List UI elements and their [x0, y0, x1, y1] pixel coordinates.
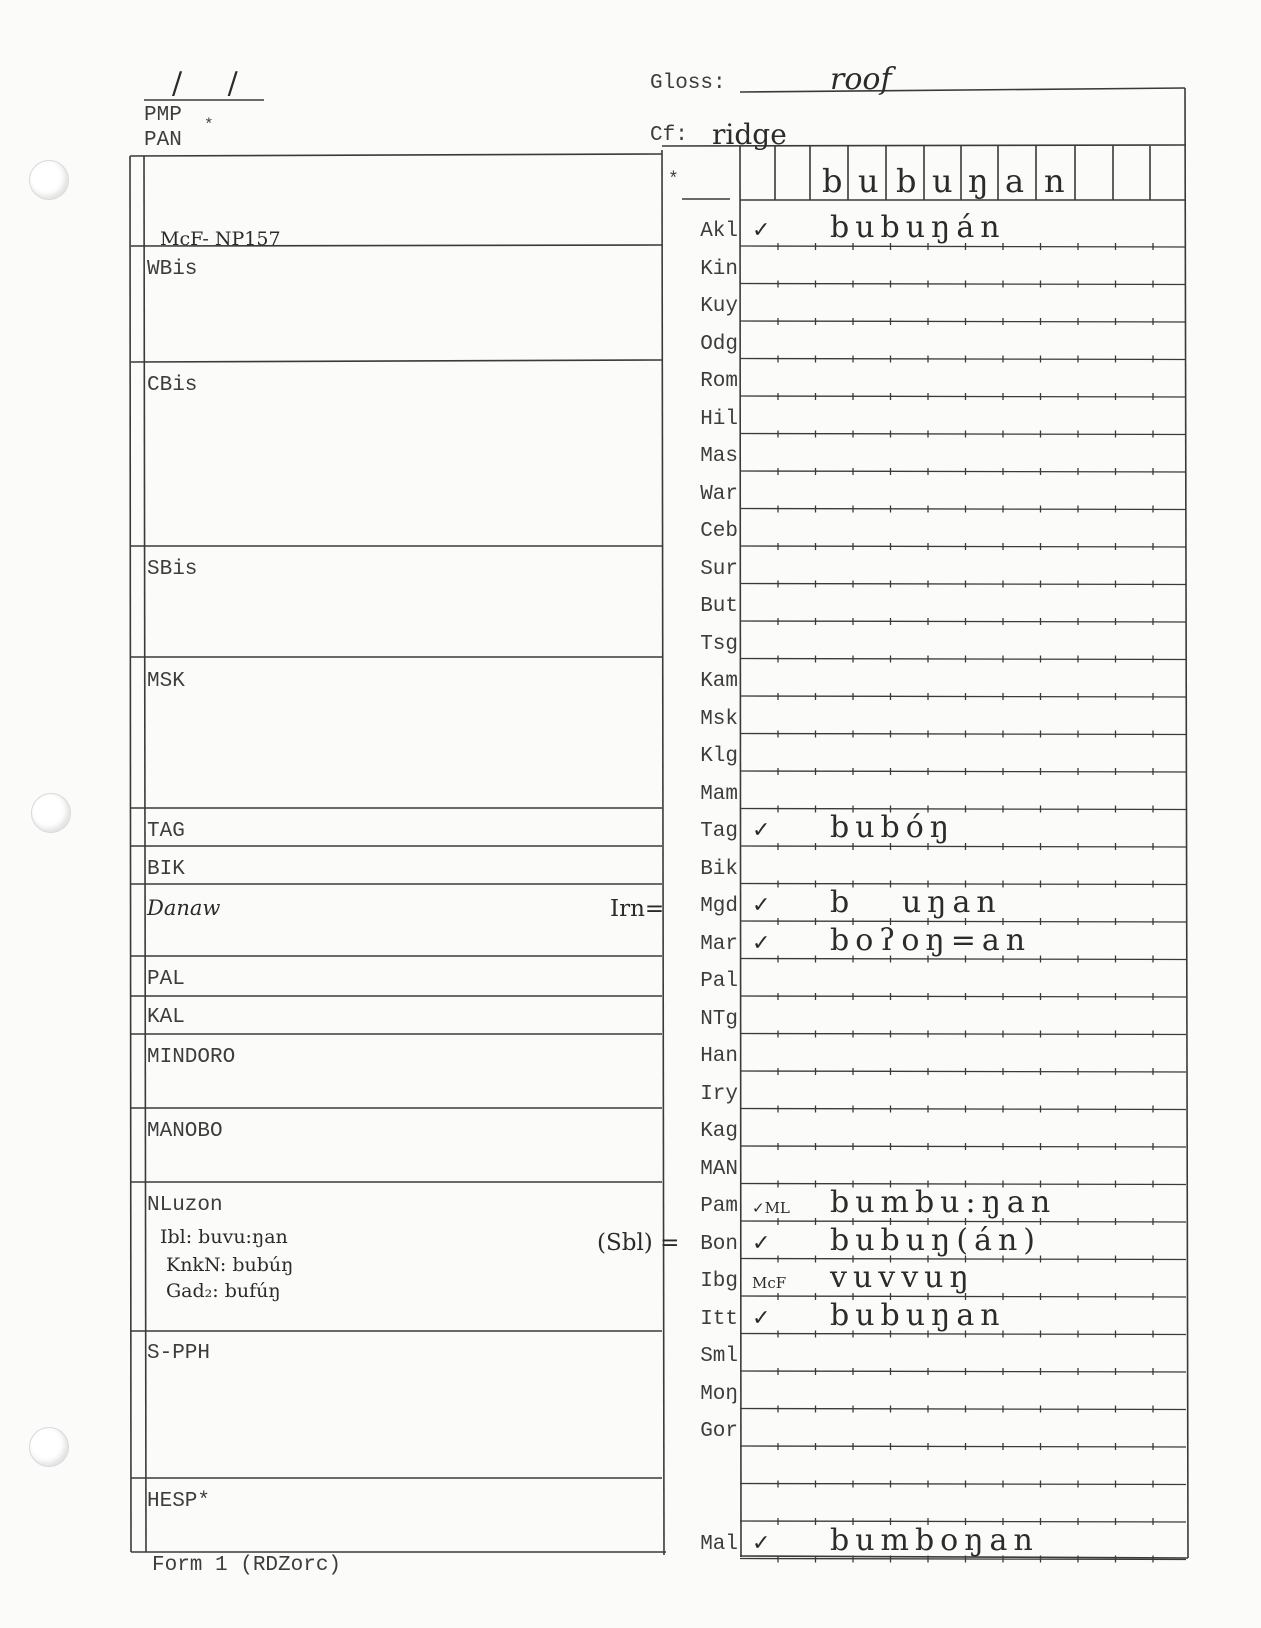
row-line [740, 959, 1186, 960]
language-abbrev: Sml [700, 1345, 738, 1368]
entry-form: bumboŋan [830, 1522, 1039, 1558]
nluzon-note: KnkN: bubúŋ [166, 1254, 294, 1276]
row-line [740, 509, 1186, 510]
nluzon-note: Ibl: buvu:ŋan [160, 1226, 288, 1248]
language-abbrev: Mam [700, 782, 738, 806]
language-abbrev: MAN [700, 1157, 738, 1181]
reconstruction-letter: u [932, 162, 953, 200]
row-line [740, 1409, 1186, 1410]
row-line [740, 1484, 1186, 1485]
cf-value: ridge [712, 118, 787, 151]
language-abbrev: Mar [700, 932, 738, 956]
row-line [740, 1146, 1186, 1147]
language-abbrev: Msk [700, 707, 738, 731]
section-label: PAL [147, 968, 185, 991]
language-abbrev: Kin [700, 257, 738, 281]
row-line [740, 471, 1186, 472]
section-label: MANOBO [147, 1120, 223, 1143]
language-abbrev: Mal [700, 1532, 738, 1556]
row-line [740, 1446, 1186, 1447]
row-line [740, 284, 1186, 285]
section-label: SBis [147, 558, 198, 581]
row-line [740, 809, 1186, 810]
language-abbrev: Kuy [700, 295, 738, 318]
section-label: MSK [147, 670, 185, 693]
language-abbrev: But [700, 595, 738, 618]
reconstruction-asterisk: * [668, 170, 679, 190]
date-slashes: / / [172, 66, 256, 101]
pmp-label: PMP [144, 104, 182, 127]
row-line [740, 321, 1186, 322]
entry-form: bumbu:ŋan [830, 1185, 1057, 1220]
entry-form: b uŋan [830, 885, 1002, 920]
row-line [740, 1334, 1186, 1335]
row-line [740, 734, 1186, 735]
section-label: NLuzon [147, 1194, 223, 1217]
language-abbrev: Bon [700, 1232, 738, 1256]
language-abbrev: Ceb [700, 520, 738, 543]
row-line [740, 1371, 1186, 1372]
row-line [740, 1559, 1186, 1560]
language-abbrev: Tag [700, 820, 738, 843]
row-line [740, 659, 1186, 660]
section-label: BIK [147, 858, 185, 881]
row-line [740, 771, 1186, 772]
language-abbrev: Rom [700, 370, 738, 393]
row-line [740, 846, 1186, 847]
section-label: Danaw [147, 896, 221, 920]
entry-check: ✓ [752, 218, 771, 243]
reconstruction-letter: a [1005, 162, 1025, 200]
nluzon-note: Gad₂: bufúŋ [166, 1280, 281, 1302]
entry-form: bubuŋ(án) [830, 1222, 1041, 1258]
section-label: HESP* [147, 1490, 211, 1513]
section-label: WBis [147, 258, 198, 281]
row-line [740, 696, 1186, 697]
language-abbrev: Itt [700, 1307, 738, 1331]
bon-prefix-note: (Sbl) = [597, 1230, 680, 1256]
source-note: McF- NP157 [160, 228, 281, 250]
row-line [740, 621, 1186, 622]
reconstruction-letter: ŋ [968, 162, 989, 200]
pmp-asterisk: * [204, 116, 214, 134]
mgd-prefix-note: Irn= [610, 896, 665, 922]
entry-check: ✓ [752, 893, 771, 918]
reconstruction-letter: b [822, 162, 843, 200]
row-line [740, 1034, 1186, 1035]
row-line [740, 584, 1186, 585]
entry-check: ✓ML [752, 1199, 790, 1217]
row-line [740, 396, 1186, 397]
language-abbrev: Pal [700, 970, 738, 993]
row-line [740, 996, 1186, 997]
language-abbrev: Hil [700, 407, 738, 431]
reconstruction-letter: n [1044, 162, 1065, 200]
language-abbrev: Klg [700, 745, 738, 768]
gloss-label: Gloss: [650, 72, 726, 95]
section-label: CBis [147, 374, 198, 397]
language-abbrev: Bik [700, 857, 738, 881]
row-line [740, 434, 1186, 435]
language-abbrev: Gor [700, 1420, 738, 1443]
gloss-value: roof [830, 62, 892, 97]
entry-form: boʔoŋ=an [830, 922, 1032, 958]
language-abbrev: Iry [700, 1082, 738, 1106]
entry-form: bubóŋ [830, 810, 956, 845]
language-abbrev: Akl [700, 220, 738, 243]
entry-check: ✓ [752, 930, 771, 956]
entry-check: ✓ [752, 1305, 771, 1331]
language-abbrev: Han [700, 1045, 738, 1068]
language-abbrev: Odg [700, 332, 738, 356]
row-line [740, 359, 1186, 360]
entry-form: vuvvuŋ [830, 1260, 975, 1295]
entry-form: bubuŋán [830, 210, 1006, 245]
language-abbrev: Moŋ [700, 1382, 738, 1406]
form-footer: Form 1 (RDZorc) [152, 1554, 342, 1577]
language-abbrev: NTg [700, 1007, 738, 1031]
section-label: S-PPH [147, 1342, 211, 1365]
entry-form: bubuŋan [830, 1297, 1006, 1333]
row-line [740, 546, 1186, 547]
section-label: MINDORO [147, 1046, 236, 1069]
reconstruction-letter: b [896, 162, 917, 200]
entry-check: ✓ [752, 818, 771, 843]
row-line [740, 246, 1186, 247]
language-abbrev: Ibg [700, 1270, 738, 1293]
entry-check: McF [752, 1274, 787, 1292]
language-abbrev: Mgd [700, 895, 738, 918]
section-label: KAL [147, 1006, 185, 1029]
pan-label: PAN [144, 129, 182, 152]
entry-check: ✓ [752, 1530, 771, 1556]
language-abbrev: War [700, 482, 738, 506]
language-abbrev: Pam [700, 1195, 738, 1218]
language-abbrev: Tsg [700, 632, 738, 656]
section-label: TAG [147, 820, 185, 843]
entry-check: ✓ [752, 1230, 771, 1256]
language-abbrev: Kam [700, 670, 738, 693]
row-line [740, 1109, 1186, 1110]
row-line [740, 1071, 1186, 1072]
language-abbrev: Sur [700, 557, 738, 581]
cf-label: Cf: [650, 124, 688, 147]
language-abbrev: Kag [700, 1120, 738, 1143]
language-abbrev: Mas [700, 445, 738, 468]
reconstruction-letter: u [858, 162, 879, 200]
